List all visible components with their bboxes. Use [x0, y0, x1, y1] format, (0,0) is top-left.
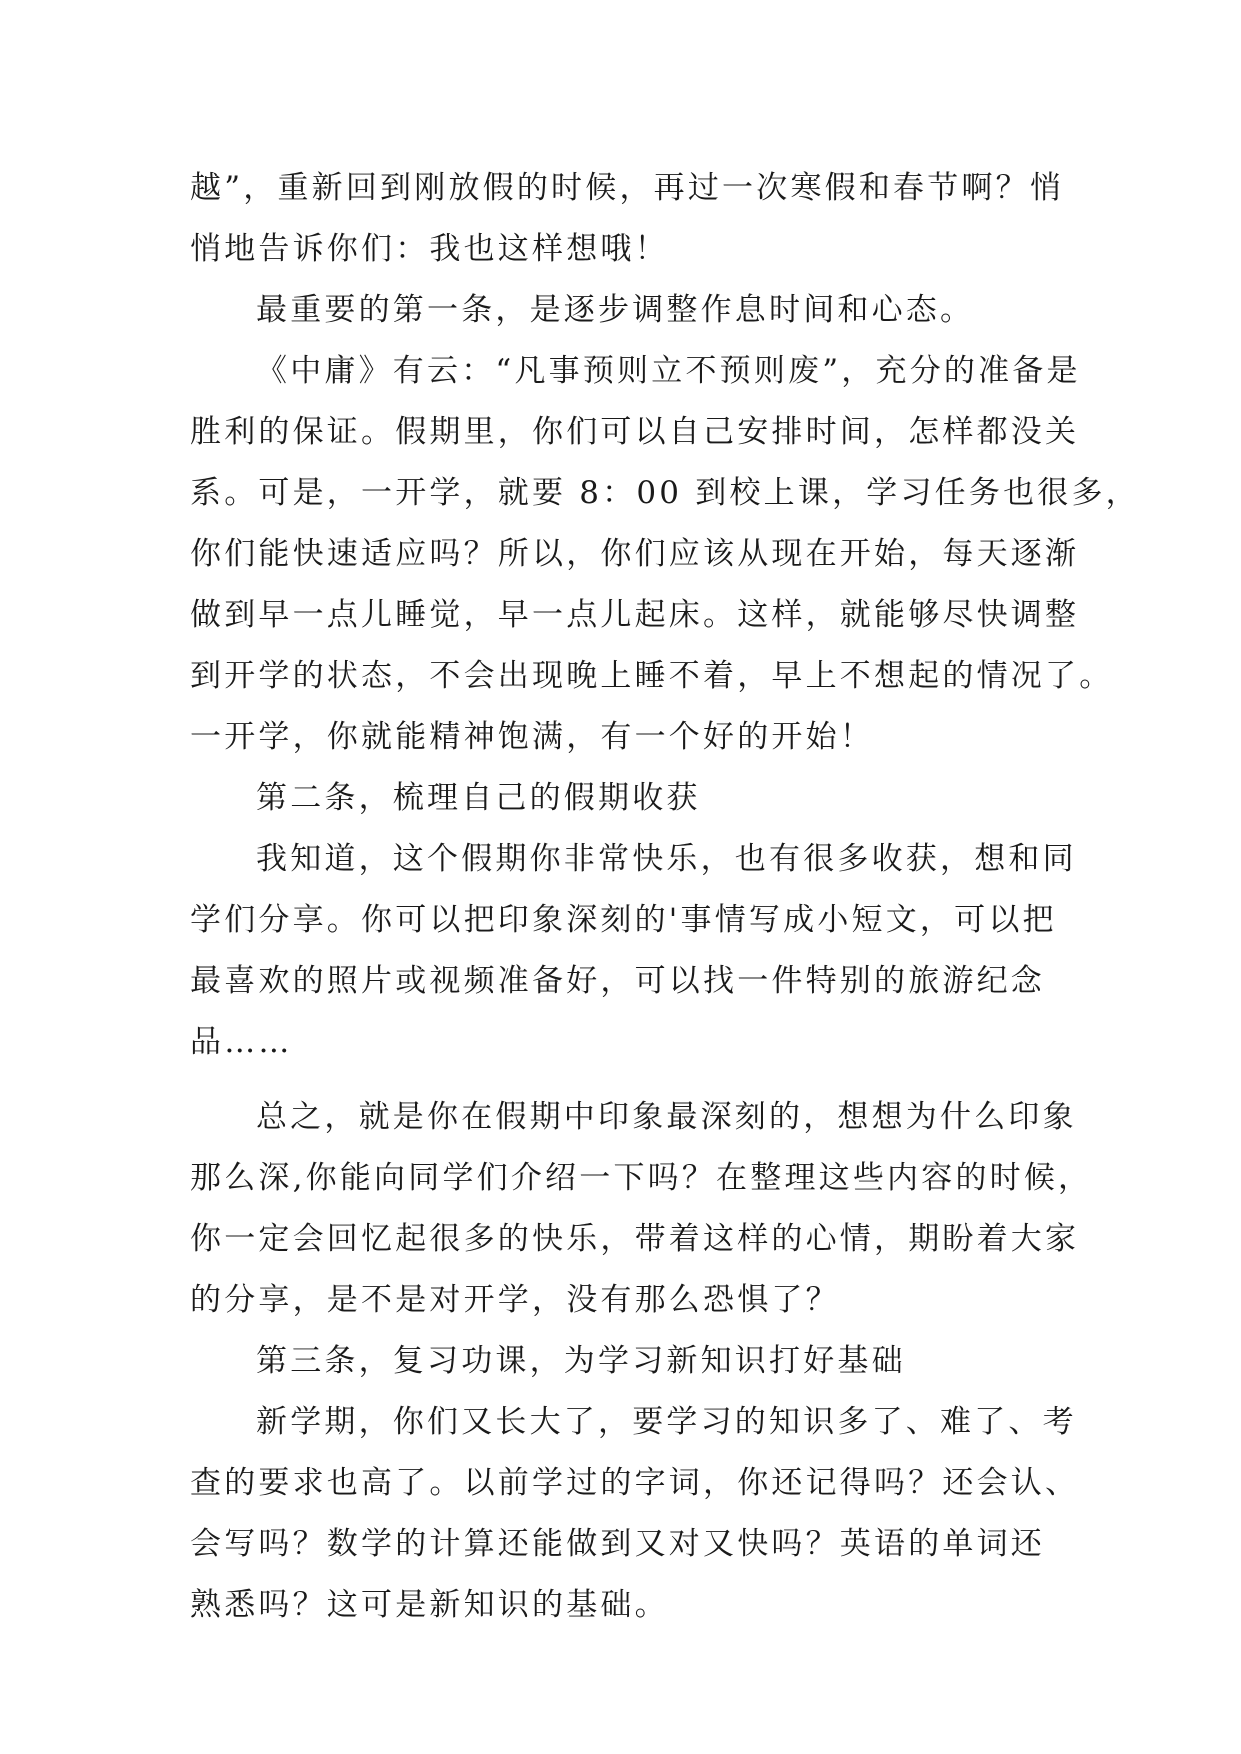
text-line: 你一定会回忆起很多的快乐，带着这样的心情，期盼着大家	[190, 1221, 1080, 1257]
text-line: 胜利的保证。假期里，你们可以自己安排时间，怎样都没关	[190, 414, 1080, 450]
text-line: 的分享，是不是对开学，没有那么恐惧了？	[190, 1282, 840, 1318]
text-line: 品……	[190, 1024, 293, 1060]
text-line: 那么深,你能向同学们介绍一下吗？在整理这些内容的时候，	[190, 1160, 1093, 1196]
text-line: 学们分享。你可以把印象深刻的'事情写成小短文，可以把	[190, 902, 1057, 938]
text-line: 越”，重新回到刚放假的时候，再过一次寒假和春节啊？悄	[190, 170, 1065, 206]
text-line: 一开学，你就能精神饱满，有一个好的开始！	[190, 719, 874, 755]
paragraph-gap	[190, 1073, 1054, 1087]
text-line: 做到早一点儿睡觉，早一点儿起床。这样，就能够尽快调整	[190, 597, 1080, 633]
text-line: 最喜欢的照片或视频准备好，可以找一件特别的旅游纪念	[190, 963, 1045, 999]
text-line: 系。可是，一开学，就要 8：00 到校上课，学习任务也很多，	[190, 475, 1140, 511]
paragraph-first-line: 《中庸》有云：“凡事预则立不预则废”，充分的准备是	[256, 353, 1081, 389]
text-line: 悄地告诉你们：我也这样想哦！	[190, 231, 669, 267]
text-line: 查的要求也高了。以前学过的字词，你还记得吗？还会认、	[190, 1465, 1080, 1501]
text-line: 熟悉吗？这可是新知识的基础。	[190, 1587, 669, 1623]
paragraph-first-line: 我知道，这个假期你非常快乐，也有很多收获，想和同	[256, 841, 1077, 877]
text-line: 你们能快速适应吗？所以，你们应该从现在开始，每天逐渐	[190, 536, 1080, 572]
section-heading: 第三条，复习功课，为学习新知识打好基础	[256, 1343, 906, 1379]
text-line: 会写吗？数学的计算还能做到又对又快吗？英语的单词还	[190, 1526, 1045, 1562]
paragraph-first-line: 最重要的第一条，是逐步调整作息时间和心态。	[256, 292, 975, 328]
paragraph-first-line: 新学期，你们又长大了，要学习的知识多了、难了、考	[256, 1404, 1077, 1440]
paragraph-first-line: 总之，就是你在假期中印象最深刻的，想想为什么印象	[256, 1099, 1077, 1135]
section-heading: 第二条，梳理自己的假期收获	[256, 780, 701, 816]
text-line: 到开学的状态，不会出现晚上睡不着，早上不想起的情况了。	[190, 658, 1114, 694]
document-body	[190, 158, 1140, 1636]
